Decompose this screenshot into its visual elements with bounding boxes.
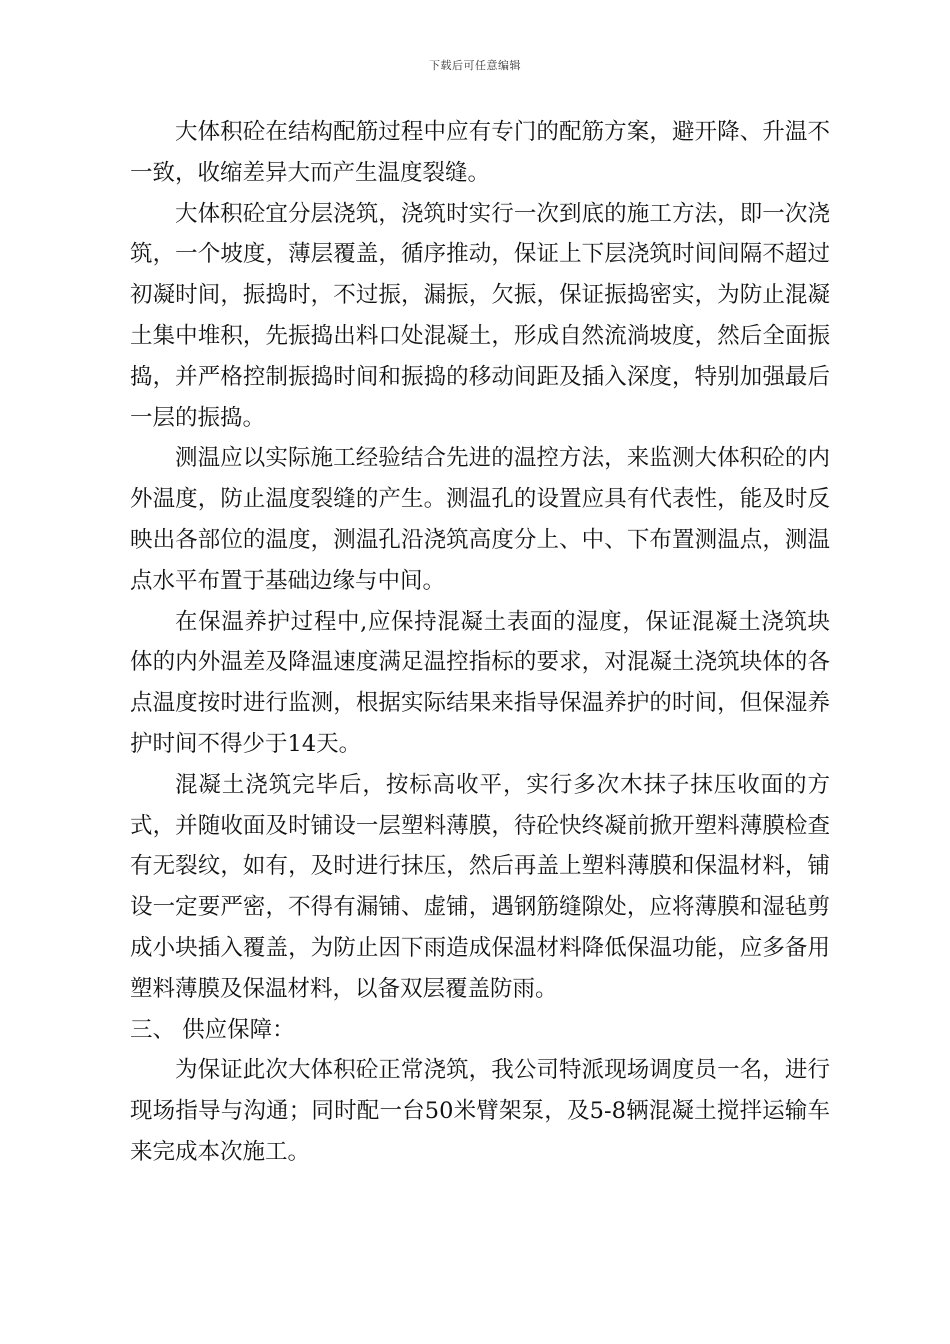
paragraph-pouring: 大体积砼宜分层浇筑，浇筑时实行一次到底的施工方法，即一次浇筑，一个坡度，薄层覆盖，循序推动，保证上下层浇筑时间间隔不超过初凝时间，振捣时，不过振，漏振，欠振，保证振捣密实，为防止混凝土集中堆积，先振捣出料口处混凝土，形成自然流淌坡度，然后全面振捣，并严格控制振捣时间和振捣的移动间距及插入深度，特别加强最后一层的振捣。 [130, 200, 830, 431]
paragraph-temperature-monitoring: 测温应以实际施工经验结合先进的温控方法，来监测大体积砼的内外温度，防止温度裂缝的产生。测温孔的设置应具有代表性，能及时反映出各部位的温度，测温孔沿浇筑高度分上、中、下布置测温点，测温点水平布置于基础边缘与中间。 [130, 445, 830, 594]
document-body [130, 112, 830, 1173]
paragraph-reinforcement: 大体积砼在结构配筋过程中应有专门的配筋方案，避开降、升温不一致，收缩差异大而产生温度裂缝。 [130, 119, 830, 186]
paragraph-supply: 为保证此次大体积砼正常浇筑，我公司特派现场调度员一名，进行现场指导与沟通；同时配一台50米臂架泵，及5-8辆混凝土搅拌运输车来完成本次施工。 [130, 1057, 830, 1165]
paragraph-curing: 在保温养护过程中,应保持混凝土表面的湿度，保证混凝土浇筑块体的内外温差及降温速度满足温控指标的要求，对混凝土浇筑块体的各点温度按时进行监测，根据实际结果来指导保温养护的时间，但保湿养护时间不得少于14天。 [130, 608, 830, 757]
section-heading-supply: 三、 供应保障： [130, 1016, 295, 1043]
page-header: 下载后可任意编辑 [429, 59, 521, 72]
paragraph-finishing: 混凝土浇筑完毕后，按标高收平，实行多次木抹子抹压收面的方式，并随收面及时铺设一层塑料薄膜，待砼快终凝前掀开塑料薄膜检查有无裂纹，如有，及时进行抹压，然后再盖上塑料薄膜和保温材料，铺设一定要严密，不得有漏铺、虚铺，遇钢筋缝隙处，应将薄膜和湿毡剪成小块插入覆盖，为防止因下雨造成保温材料降低保温功能，应多备用塑料薄膜及保温材料，以备双层覆盖防雨。 [130, 771, 830, 1002]
